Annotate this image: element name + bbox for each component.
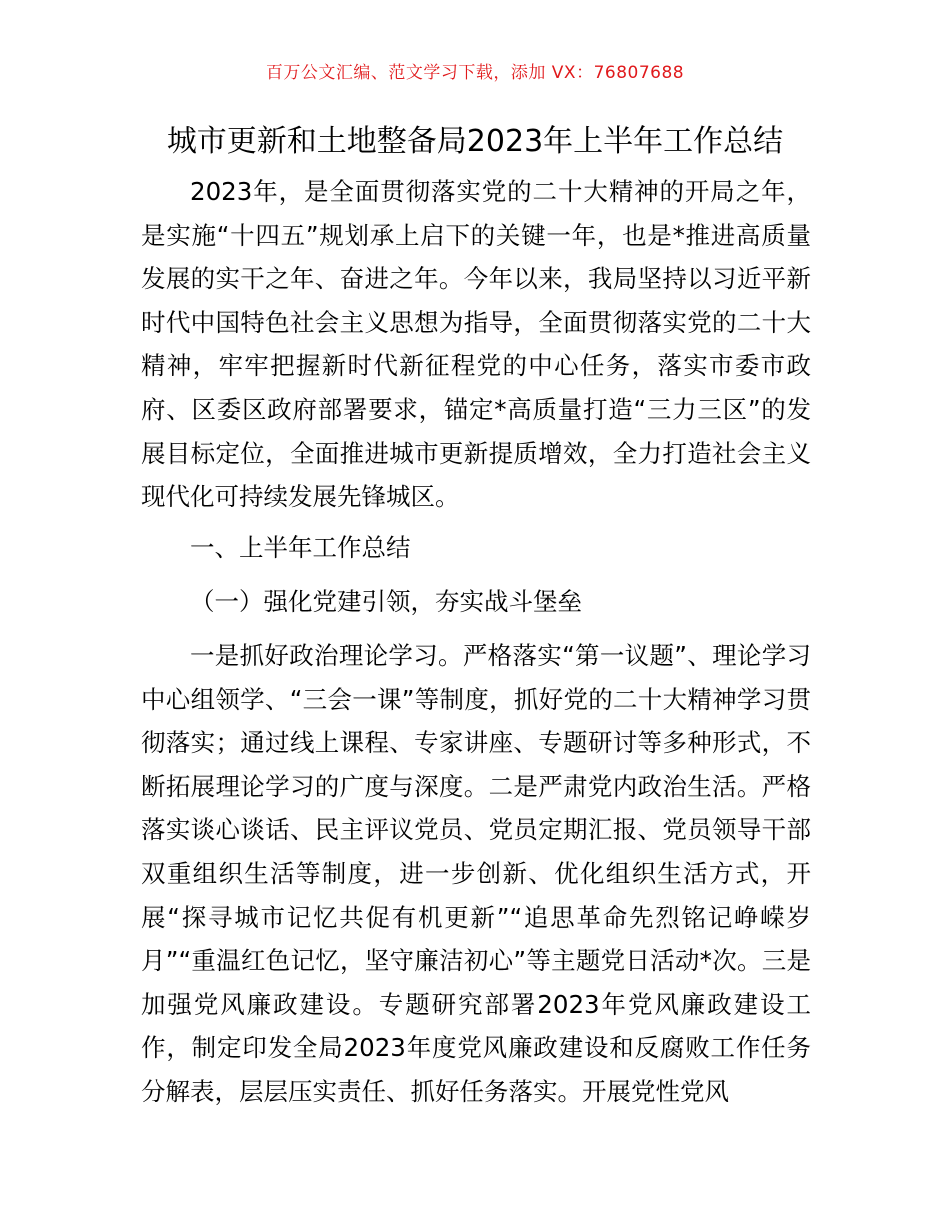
body-text: 一是抓好政治理论学习。严格落实“第一议题”、理论学习中心组领学、“三会一课”等制度，抓好党的二十大精神学习贯彻落实；通过线上课程、专家讲座、专题研讨等多种形式，不断拓展理论学习的广度与深度。二是严肃党内政治生活。严格落实谈心谈话、民主评议党员、党员定期汇报、党员领导干部双重组织生活等制度，进一步创新、优化组织生活方式，开展“探寻城市记忆共促有机更新”“追思革命先烈铭记峥嵘岁月”“重温红色记忆，坚守廉洁初心”等主题党日活动*次。三是加强党风廉政建设。专题研究部署2023年党风廉政建设工作，制定印发全局2023年度党风廉政建设和反腐败工作任务分解表，层层压实责任、抓好任务落实。开展党性党风	[141, 641, 811, 1106]
intro-paragraph	[141, 170, 811, 519]
subsection-heading: （一）强化党建引领，夯实战斗堡垒	[190, 587, 582, 616]
document-title: 城市更新和土地整备局2023年上半年工作总结	[166, 124, 784, 159]
header-banner: 百万公文汇编、范文学习下载，添加 VX：76807688	[265, 63, 685, 83]
intro-text: 2023年，是全面贯彻落实党的二十大精神的开局之年，是实施“十四五”规划承上启下的关键一年，也是*推进高质量发展的实干之年、奋进之年。今年以来，我局坚持以习近平新时代中国特色社会主义思想为指导，全面贯彻落实党的二十大精神，牢牢把握新时代新征程党的中心任务，落实市委市政府、区委区政府部署要求，锚定*高质量打造“三力三区”的发展目标定位，全面推进城市更新提质增效，全力打造社会主义现代化可持续发展先锋城区。	[141, 177, 811, 512]
section-heading: 一、上半年工作总结	[190, 533, 411, 562]
body-paragraph	[141, 634, 811, 1114]
